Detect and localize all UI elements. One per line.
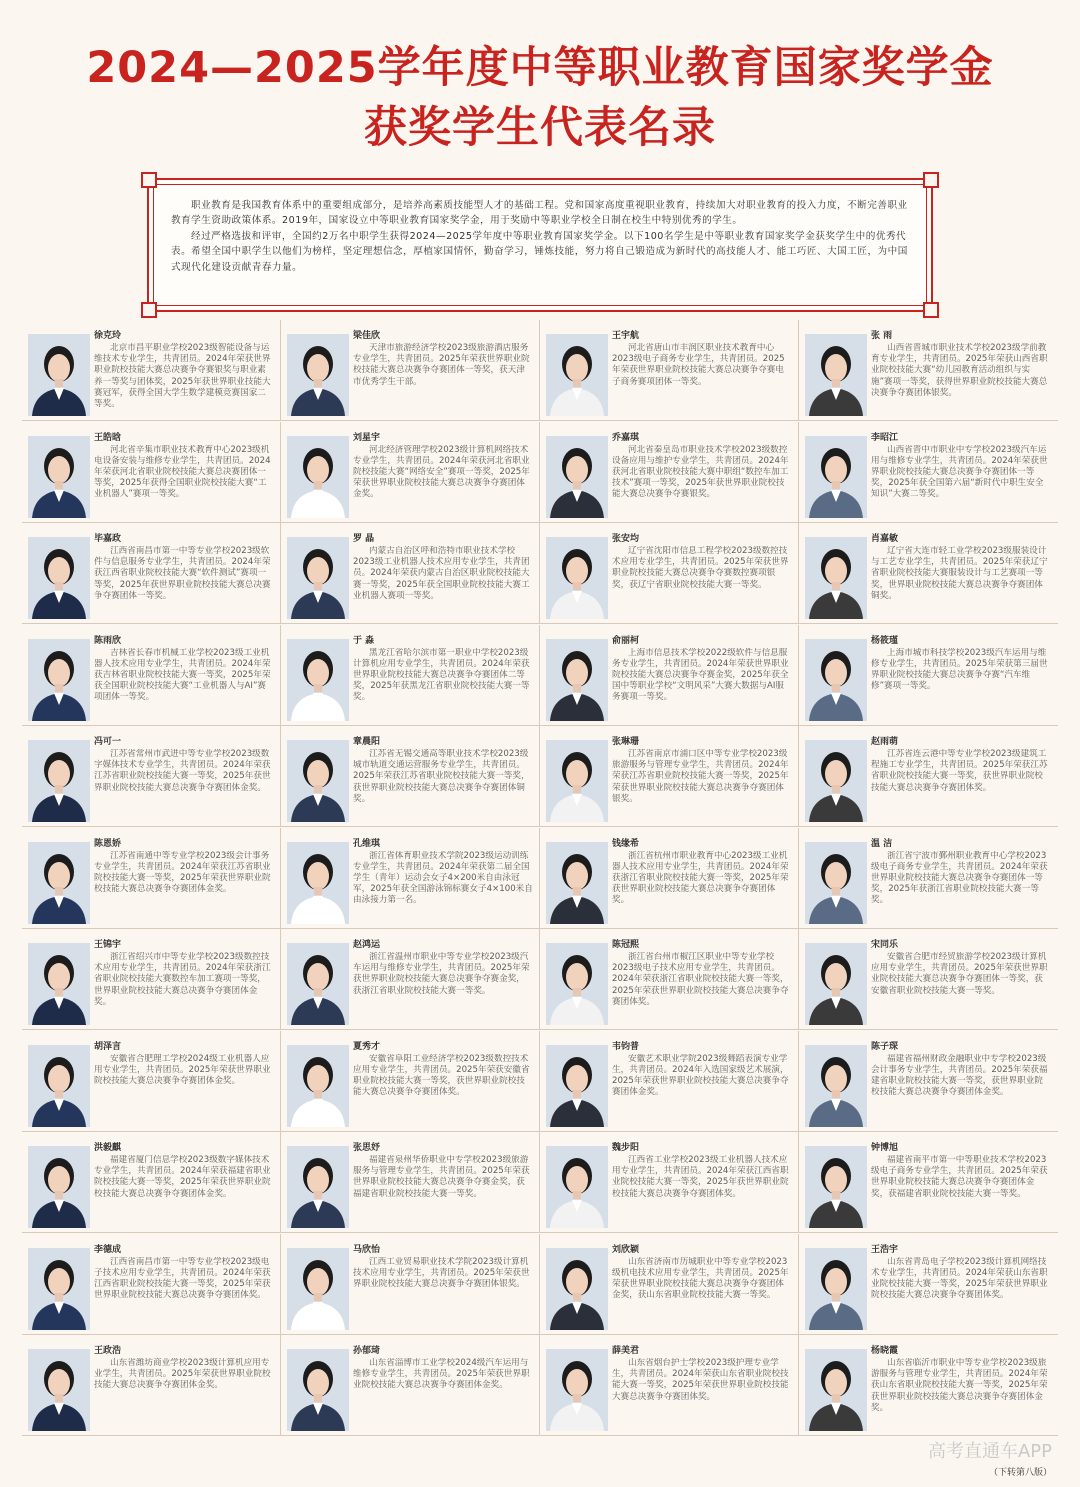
- student-description: 辽宁省大连市轻工业学校2023级服装设计与工艺专业学生，共青团员。2025年荣获辽宁省职业院校技能大赛服装设计与工艺赛项一等奖，世界职业院校技能大赛总决赛争夺赛团体铜奖。: [871, 546, 1048, 601]
- student-card: [22, 1335, 281, 1436]
- student-name: 张琳珊: [612, 737, 640, 747]
- student-card: [281, 625, 540, 726]
- student-description: 上海市城市科技学校2023级汽车运用与维修专业学生，共青团员。2025年荣获第三届世界职业院校技能大赛总决赛争夺赛“汽车维修”赛项一等奖。: [871, 647, 1048, 692]
- student-name: 俞丽柯: [612, 635, 640, 646]
- student-photo: [805, 1045, 867, 1127]
- student-photo: [546, 1146, 608, 1228]
- student-photo: [28, 740, 90, 822]
- student-description: 福建省泉州华侨职业中专学校2023级旅游服务与管理专业学生，共青团员。2025年荣获世界职业院校技能大赛总决赛争夺赛金奖，获福建省职业院校技能大赛一等奖。: [353, 1155, 530, 1199]
- student-name: 胡泽言: [94, 1041, 122, 1052]
- student-card: [281, 1031, 540, 1132]
- student-photo: [28, 1248, 90, 1330]
- student-name: 王政浩: [94, 1346, 122, 1356]
- student-card: [799, 422, 1058, 523]
- student-photo: [546, 436, 608, 518]
- student-description: 浙江省温州市职业中等专业学校2023级汽车运用与维修专业学生，共青团员。2025年荣获世界职业院校技能大赛总决赛争夺赛金奖，获浙江省职业院校技能大赛一等奖。: [353, 952, 530, 996]
- student-description: 浙江省绍兴市中等专业学校2023级数控技术应用专业学生，共青团员。2024年荣获浙江省职业院校技能大赛数控车加工赛项一等奖，世界职业院校技能大赛总决赛争夺赛团体金奖。: [94, 952, 271, 1007]
- student-description: 吉林省长春市机械工业学校2023级工业机器人技术应用专业学生，共青团员。2024年荣获吉林省职业院校技能大赛一等奖，2025年荣获全国职业院校技能大赛“工业机器人与AI”赛项团体一等奖。: [94, 647, 271, 703]
- student-name: 李昭江: [871, 432, 899, 443]
- student-photo: [287, 1349, 349, 1431]
- student-grid: [22, 320, 1058, 1435]
- page-title-line-2: 获奖学生代表名录: [364, 103, 716, 153]
- student-name: 张思妤: [353, 1143, 381, 1153]
- student-name: 毕嘉政: [94, 534, 122, 544]
- student-description: 河北经济管理学校2023级计算机网络技术专业学生，共青团员。2024年荣获河北省职业院校技能大赛“网络安全”赛项一等奖，2025年荣获世界职业院校技能大赛总决赛争夺赛团体金奖。: [353, 444, 530, 500]
- student-card: [540, 422, 799, 523]
- student-card: [799, 1234, 1058, 1335]
- student-card: [281, 1132, 540, 1233]
- student-card: [281, 929, 540, 1030]
- student-description: 福建省南平市第一中等职业技术学校2023级电子商务专业学生，共青团员。2025年荣获世界职业院校技能大赛总决赛争夺赛团体金奖，获福建省职业院校技能大赛一等奖。: [871, 1155, 1048, 1199]
- student-name: 杨晓霞: [871, 1346, 899, 1356]
- student-photo: [546, 1045, 608, 1127]
- student-name: 陈恩娇: [94, 838, 122, 849]
- intro-paragraph-1: 职业教育是我国教育体系中的重要组成部分，是培养高素质技能型人才的基础工程。党和国家高度重视职业教育，持续加大对职业教育的投入力度，不断完善职业教育学生资助政策体系。2019年，国家设立中等职业教育国家奖学金，用于奖励中等职业学校全日制在校生中特别优秀的学生。: [171, 200, 908, 227]
- student-description: 天津市旅游经济学校2023级旅游酒店服务专业学生，共青团员。2025年荣获世界职业院校技能大赛总决赛争夺赛团体一等奖，获天津市优秀学生干部。: [353, 343, 530, 387]
- student-card: [281, 523, 540, 624]
- student-card: [281, 828, 540, 929]
- student-photo: [546, 639, 608, 721]
- student-description: 江苏省常州市武进中等专业学校2023级数字媒体技术专业学生，共青团员。2024年荣获江苏省职业院校技能大赛一等奖，2025年获世界职业院校技能大赛总决赛争夺赛团体金奖。: [94, 749, 271, 793]
- student-description: 江苏省连云港中等专业学校2023级建筑工程施工专业学生，共青团员。2025年荣获江苏省职业院校技能大赛一等奖，获世界职业院校技能大赛总决赛争夺赛团体奖。: [871, 749, 1048, 793]
- student-name: 冯可一: [94, 737, 122, 747]
- student-card: [22, 625, 281, 726]
- student-photo: [28, 1045, 90, 1127]
- student-name: 杨筱瑾: [871, 635, 899, 646]
- student-name: 张 雨: [871, 331, 893, 341]
- student-photo: [546, 1349, 608, 1431]
- student-photo: [28, 334, 90, 416]
- student-description: 浙江省宁波市鄞州职业教育中心学校2023级电子商务专业学生，共青团员。2024年荣获世界职业院校技能大赛总决赛争夺赛团体一等奖，2025年获浙江省职业院校技能大赛一等奖。: [871, 850, 1048, 906]
- student-name: 夏秀才: [353, 1041, 381, 1052]
- student-description: 江西省南昌市第一中等专业学校2023级软件与信息服务专业学生，共青团员。2024年荣获江西省职业院校技能大赛“软件测试”赛项一等奖，2025年获世界职业院校技能大赛总决赛争夺赛团体一等奖。: [94, 546, 271, 601]
- student-name: 洪毅麒: [94, 1143, 122, 1153]
- student-card: [22, 1234, 281, 1335]
- student-card: [281, 422, 540, 523]
- student-photo: [287, 740, 349, 822]
- student-card: [281, 320, 540, 421]
- student-description: 山东省淄博市工业学校2024级汽车运用与维修专业学生，共青团员。2025年荣获世界职业院校技能大赛总决赛争夺赛团体金奖。: [353, 1358, 530, 1391]
- student-photo: [28, 436, 90, 518]
- student-name: 王锦宇: [94, 940, 122, 950]
- student-name: 温 洁: [871, 838, 893, 849]
- student-description: 山西省晋城市职业技术学校2023级学前教育专业学生，共青团员。2025年荣获山西省职业院校技能大赛“幼儿园教育活动组织与实施”赛项一等奖，获得世界职业院校技能大赛总决赛争夺赛团体银奖。: [871, 343, 1048, 398]
- student-description: 江西工业贸易职业技术学院2023级计算机技术应用专业学生，共青团员。2025年荣获世界职业院校技能大赛总决赛争夺赛团体银奖。: [353, 1256, 530, 1289]
- student-photo: [546, 537, 608, 619]
- student-name: 刘欣颖: [612, 1244, 640, 1255]
- student-photo: [287, 334, 349, 416]
- student-name: 孔维琪: [353, 838, 381, 849]
- student-name: 王宇航: [612, 331, 640, 341]
- intro-box: [147, 178, 933, 312]
- student-card: [281, 1234, 540, 1335]
- student-card: [540, 828, 799, 929]
- student-card: [799, 523, 1058, 624]
- student-photo: [28, 1146, 90, 1228]
- student-photo: [287, 1248, 349, 1330]
- student-name: 钱缘希: [612, 838, 640, 849]
- student-card: [22, 422, 281, 523]
- student-card: [540, 1335, 799, 1436]
- student-card: [540, 929, 799, 1030]
- student-photo: [546, 334, 608, 416]
- student-description: 江苏省南京市浦口区中等专业学校2023级旅游服务与管理专业学生，共青团员。2024年荣获江苏省职业院校技能大赛一等奖，2025年荣获世界职业院校技能大赛总决赛争夺赛团体银奖。: [612, 749, 789, 804]
- student-card: [540, 1234, 799, 1335]
- student-photo: [546, 740, 608, 822]
- student-photo: [805, 1248, 867, 1330]
- student-card: [540, 726, 799, 827]
- student-card: [22, 726, 281, 827]
- student-photo: [28, 537, 90, 619]
- student-description: 安徽艺术职业学院2023级舞蹈表演专业学生，共青团员。2024年入选国家级艺术展演，2025年荣获世界职业院校技能大赛总决赛争夺赛团体金奖。: [612, 1053, 789, 1098]
- watermark: 高考直通车APP: [927, 1441, 1052, 1462]
- student-name: 孙郁琦: [353, 1346, 381, 1356]
- student-description: 江苏省无锡交通高等职业技术学校2023级城市轨道交通运营服务专业学生，共青团员。2025年荣获江苏省职业院校技能大赛一等奖，获世界职业院校技能大赛总决赛争夺赛团体铜奖。: [353, 749, 530, 804]
- student-description: 安徽省合肥理工学校2024级工业机器人应用专业学生，共青团员。2025年荣获世界职业院校技能大赛总决赛争夺赛团体金奖。: [94, 1053, 271, 1086]
- student-photo: [287, 436, 349, 518]
- student-card: [22, 929, 281, 1030]
- student-card: [281, 1335, 540, 1436]
- student-photo: [546, 943, 608, 1025]
- student-card: [540, 523, 799, 624]
- student-description: 福建省厦门信息学校2023级数字媒体技术专业学生，共青团员。2024年荣获福建省职业院校技能大赛一等奖，2025年荣获世界职业院校技能大赛总决赛争夺赛团体金奖。: [94, 1155, 271, 1199]
- student-card: [540, 1132, 799, 1233]
- student-name: 魏步阳: [612, 1143, 640, 1153]
- student-card: [281, 726, 540, 827]
- student-name: 韦钧普: [612, 1041, 640, 1052]
- student-name: 梁佳欣: [353, 331, 381, 341]
- student-description: 江西省工业学校2023级工业机器人技术应用专业学生，共青团员。2024年荣获江西省职业院校技能大赛一等奖，2025年获世界职业院校技能大赛总决赛争夺赛团体奖。: [612, 1155, 789, 1199]
- student-photo: [546, 842, 608, 924]
- student-card: [799, 1031, 1058, 1132]
- student-description: 江苏省南通中等专业学校2023级会计事务专业学生，共青团员。2024年荣获江苏省职业院校技能大赛一等奖，2025年荣获世界职业院校技能大赛总决赛争夺赛团体金奖。: [94, 850, 271, 895]
- student-description: 河北省唐山市丰润区职业技术教育中心2023级电子商务专业学生，共青团员。2025年荣获世界职业院校技能大赛总决赛争夺赛电子商务赛项团体一等奖。: [612, 343, 785, 387]
- student-description: 北京市昌平职业学校2023级智能设备与运维技术专业学生，共青团员。2024年荣获世界职业院校技能大赛总决赛争夺赛银奖与职业素养一等奖与团体奖，2025年获世界职业技能大赛冠军，获得全国大学生数学建模竞赛国家二等奖。: [94, 343, 271, 410]
- student-card: [540, 320, 799, 421]
- student-photo: [805, 1349, 867, 1431]
- student-description: 上海市信息技术学校2022级软件与信息服务专业学生，共青团员。2024年荣获世界职业院校技能大赛总决赛争夺赛金奖，2025年获全国中等职业学校“文明风采”大赛大数据与AI服务赛项一等奖。: [612, 647, 789, 703]
- student-name: 乔嘉琪: [612, 432, 640, 443]
- student-description: 辽宁省沈阳市信息工程学校2023级数控技术应用专业学生，共青团员。2025年荣获世界职业院校技能大赛总决赛争夺赛数控赛项银奖，获辽宁省职业院校技能大赛一等奖。: [612, 546, 789, 590]
- student-photo: [805, 1146, 867, 1228]
- student-card: [799, 828, 1058, 929]
- student-photo: [287, 943, 349, 1025]
- student-photo: [28, 1349, 90, 1431]
- student-description: 内蒙古自治区呼和浩特市职业技术学校2023级工业机器人技术应用专业学生，共青团员。2024年荣获内蒙古自治区职业院校技能大赛一等奖，2025年获全国职业院校技能大赛工业机器人赛项一等奖。: [353, 546, 530, 601]
- student-description: 河北省辛集市职业技术教育中心2023级机电设备安装与维修专业学生，共青团员。2024年荣获河北省职业院校技能大赛总决赛团体一等奖，2025年获得全国职业院校技能大赛“工业机器人”赛项一等奖。: [94, 444, 271, 500]
- student-photo: [28, 842, 90, 924]
- student-card: [22, 1031, 281, 1132]
- student-name: 罗 晶: [353, 534, 375, 544]
- student-card: [799, 1132, 1058, 1233]
- student-card: [799, 625, 1058, 726]
- student-name: 钟博旭: [871, 1143, 899, 1153]
- student-name: 赵雨萌: [871, 737, 899, 747]
- student-photo: [287, 537, 349, 619]
- student-name: 李德成: [94, 1244, 122, 1255]
- student-description: 山东省临沂市职业中等专业学校2023级旅游服务与管理专业学生，共青团员。2024年荣获山东省职业院校技能大赛一等奖，2025年荣获世界职业院校技能大赛总决赛争夺赛团体金奖。: [871, 1358, 1048, 1413]
- student-name: 肖嘉敏: [871, 534, 899, 544]
- decorative-corner: [923, 302, 939, 318]
- student-name: 徐克玲: [94, 331, 122, 341]
- student-card: [799, 320, 1058, 421]
- student-description: 河北省秦皇岛市职业技术学校2023级数控设备应用与维护专业学生，共青团员。2024年获河北省职业院校技能大赛中职组“数控车加工技术”赛项一等奖，2025年获世界职业院校技能大赛总决赛争夺赛银奖。: [612, 444, 789, 500]
- page-title-line-1: 2024—2025学年度中等职业教育国家奖学金: [86, 43, 994, 93]
- student-description: 山东省济南市历城职业中等专业学校2023级机电技术应用专业学生，共青团员。2025年荣获世界职业院校技能大赛总决赛争夺赛团体金奖，获山东省职业院校技能大赛一等奖。: [612, 1256, 789, 1301]
- student-name: 薛美君: [612, 1346, 640, 1356]
- continued-note: （下转第八版）: [988, 1468, 1052, 1478]
- student-photo: [28, 639, 90, 721]
- student-name: 陈雨欣: [94, 635, 122, 646]
- student-photo: [287, 639, 349, 721]
- student-photo: [805, 943, 867, 1025]
- decorative-corner: [923, 172, 939, 188]
- student-photo: [287, 1146, 349, 1228]
- student-description: 浙江省台州市椒江区职业中等专业学校2023级电子技术应用专业学生，共青团员。2024年荣获浙江省职业院校技能大赛一等奖，2025年荣获世界职业院校技能大赛总决赛争夺赛团体奖。: [612, 952, 789, 1007]
- student-name: 张安均: [612, 534, 640, 544]
- student-photo: [805, 436, 867, 518]
- decorative-corner: [141, 172, 157, 188]
- student-card: [540, 625, 799, 726]
- student-name: 王浩宇: [871, 1244, 899, 1255]
- student-description: 山东省潍坊商业学校2023级计算机应用专业学生，共青团员。2025年荣获世界职业院校技能大赛总决赛争夺赛团体金奖。: [94, 1358, 271, 1391]
- student-photo: [546, 1248, 608, 1330]
- student-card: [799, 726, 1058, 827]
- student-description: 安徽省合肥市经贸旅游学校2023级计算机应用专业学生，共青团员。2025年荣获世界职业院校技能大赛总决赛争夺赛团体一等奖，获安徽省职业院校技能大赛一等奖。: [871, 952, 1048, 996]
- student-card: [22, 523, 281, 624]
- student-name: 宋同乐: [871, 940, 899, 950]
- student-photo: [805, 740, 867, 822]
- decorative-corner: [141, 302, 157, 318]
- student-card: [799, 1335, 1058, 1436]
- student-description: 山东省青岛电子学校2023级计算机网络技术专业学生，共青团员。2024年荣获山东省职业院校技能大赛一等奖，2025年荣获世界职业院校技能大赛总决赛争夺赛团体奖。: [871, 1256, 1048, 1301]
- intro-paragraph-2: 经过严格选拔和评审，全国约2万名中职学生获得2024—2025学年度中等职业教育国家奖学金。以下100名学生是中等职业教育国家奖学金获奖学生中的优秀代表。希望全国中职学生以他们为榜样，坚定理想信念，厚植家国情怀，勤奋学习，锤炼技能，努力将自己锻造成为新时代的高技能人才、能工巧匠、大国工匠，为中国式现代化建设贡献青春力量。: [171, 230, 908, 273]
- student-card: [22, 1132, 281, 1233]
- student-name: 陈冠熙: [612, 940, 640, 950]
- student-name: 章晨阳: [353, 737, 381, 747]
- student-name: 赵鸿运: [353, 940, 381, 950]
- student-name: 马欣怡: [353, 1244, 381, 1255]
- student-card: [799, 929, 1058, 1030]
- student-photo: [805, 842, 867, 924]
- student-description: 黑龙江省哈尔滨市第一职业中学校2023级计算机应用专业学生，共青团员。2024年荣获世界职业院校技能大赛总决赛争夺赛团体二等奖，2025年获黑龙江省职业院校技能大赛一等奖。: [353, 647, 530, 703]
- student-name: 刘星宇: [353, 432, 381, 443]
- student-name: 陈子琛: [871, 1041, 899, 1052]
- student-photo: [805, 537, 867, 619]
- student-description: 江西省南昌市第一中等专业学校2023级电子技术应用专业学生，共青团员。2024年荣获江西省职业院校技能大赛一等奖，2025年荣获世界职业院校技能大赛总决赛争夺赛团体奖。: [94, 1256, 271, 1301]
- student-photo: [28, 943, 90, 1025]
- student-description: 山西省晋中市职业中专学校2023级汽车运用与维修专业学生，共青团员。2024年荣获世界职业院校技能大赛总决赛争夺赛团体一等奖，2025年获全国第六届“新时代中职生安全知识”大赛二等奖。: [871, 444, 1048, 500]
- student-description: 福建省福州财政金融职业中专学校2023级会计事务专业学生，共青团员。2025年荣获福建省职业院校技能大赛一等奖，获世界职业院校技能大赛总决赛争夺赛团体金奖。: [871, 1053, 1048, 1098]
- student-card: [22, 320, 281, 421]
- student-description: 山东省烟台护士学校2023级护理专业学生，共青团员。2024年荣获山东省职业院校技能大赛一等奖，2025年荣获世界职业院校技能大赛总决赛争夺赛团体奖。: [612, 1358, 789, 1402]
- student-photo: [805, 639, 867, 721]
- student-name: 王皓晗: [94, 432, 122, 443]
- student-description: 浙江省杭州市职业教育中心2023级工业机器人技术应用专业学生，共青团员。2024年荣获浙江省职业院校技能大赛一等奖，2025年荣获世界职业院校技能大赛总决赛争夺赛团体奖。: [612, 850, 789, 906]
- student-photo: [287, 1045, 349, 1127]
- student-description: 安徽省阜阳工业经济学校2023级数控技术应用专业学生，共青团员。2025年荣获安徽省职业院校技能大赛一等奖，获世界职业院校技能大赛总决赛争夺赛团体奖。: [353, 1053, 530, 1098]
- student-card: [22, 828, 281, 929]
- student-card: [540, 1031, 799, 1132]
- student-description: 浙江省体育职业技术学院2023级运动训练专业学生，共青团员。2024年荣获第二届全国学生（青年）运动会女子4×200米自由泳冠军，2025年获全国游泳锦标赛女子4×100米自由泳接力第一名。: [353, 850, 533, 906]
- student-name: 于 淼: [353, 635, 375, 646]
- student-photo: [287, 842, 349, 924]
- student-photo: [805, 334, 867, 416]
